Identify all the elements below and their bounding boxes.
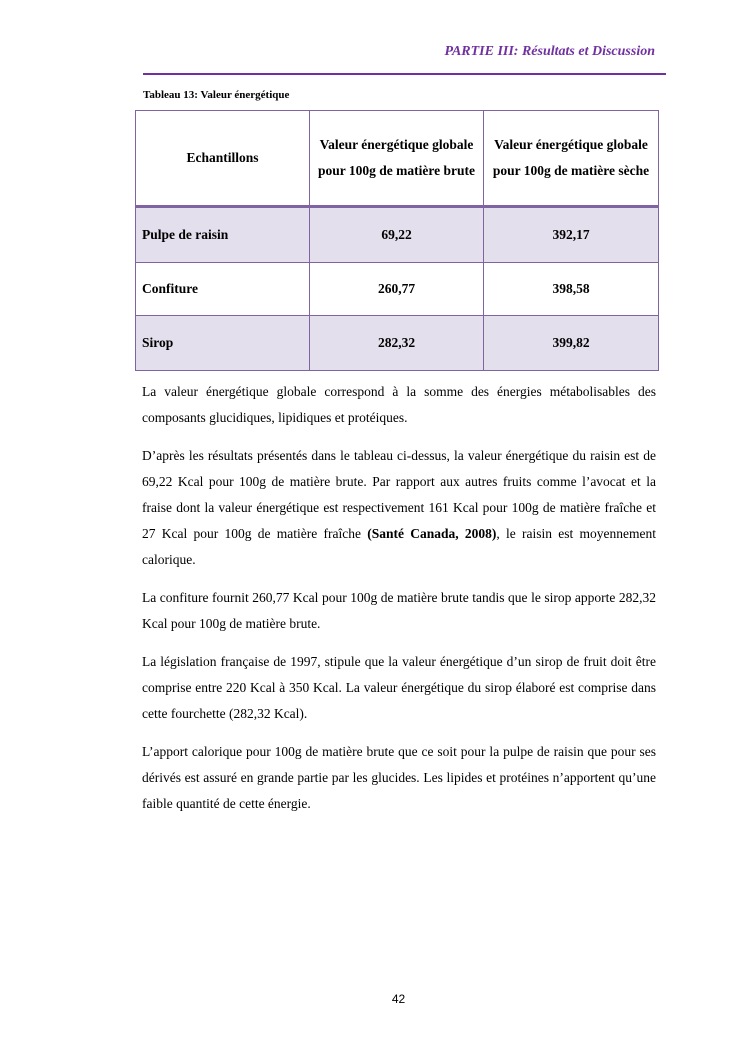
dry-matter-value-cell: 398,58: [484, 263, 659, 316]
table-row: [136, 316, 659, 371]
sample-name-cell: Sirop: [136, 316, 310, 371]
table-caption: Tableau 13: Valeur énergétique: [143, 89, 290, 101]
paragraph-grape-text: D’après les résultats présentés dans le tableau ci-dessus, la valeur énergétique du raisin est de 69,22 Kcal pour 100g de matière brute. Par rapport aux autres fruits comme l’avocat et la fraise dont la valeur énergétique est respectivement 161 Kcal pour 100g de matière fraîche et 27 Kcal pour 100g de matière fraîche: [142, 448, 656, 541]
page-number: 42: [391, 992, 406, 1006]
paragraph-caloric-intake: L’apport calorique pour 100g de matière brute que ce soit pour la pulpe de raisin que pour ses dérivés est assuré en grande partie par les glucides. Les lipides et protéines n’apportent qu’une faible quantité de cette énergie.: [142, 744, 656, 811]
body-text: [142, 379, 656, 829]
sample-name-cell: Pulpe de raisin: [136, 207, 310, 263]
table-row: [136, 207, 659, 263]
paragraph-legislation: La législation française de 1997, stipule que la valeur énergétique d’un sirop de fruit doit être comprise entre 220 Kcal à 350 Kcal. La valeur énergétique du sirop élaboré est comprise dans cette fourchette (282,32 Kcal).: [142, 654, 656, 721]
paragraph-jam-syrup: La confiture fournit 260,77 Kcal pour 100g de matière brute tandis que le sirop apporte 282,32 Kcal pour 100g de matière brute.: [142, 590, 656, 631]
header-title: PARTIE III: Résultats et Discussion: [444, 44, 655, 59]
table-row: [136, 263, 659, 316]
paragraph-grape-conclusion: , le raisin est moyennement calorique.: [142, 526, 656, 567]
raw-matter-value-cell: 69,22: [310, 207, 484, 263]
table-header-row: [136, 111, 659, 207]
raw-matter-value-cell: 282,32: [310, 316, 484, 371]
energy-value-table: [135, 110, 659, 371]
raw-matter-value-cell: 260,77: [310, 263, 484, 316]
column-header-samples: Echantillons: [136, 111, 310, 207]
column-header-raw-matter: Valeur énergétique globale pour 100g de matière brute: [310, 111, 484, 207]
column-header-dry-matter: Valeur énergétique globale pour 100g de matière sèche: [484, 111, 659, 207]
dry-matter-value-cell: 399,82: [484, 316, 659, 371]
citation: (Santé Canada, 2008): [367, 526, 497, 541]
dry-matter-value-cell: 392,17: [484, 207, 659, 263]
sample-name-cell: Confiture: [136, 263, 310, 316]
header-divider: [143, 73, 666, 75]
paragraph-definition: La valeur énergétique globale correspond à la somme des énergies métabolisables des composants glucidiques, lipidiques et protéiques.: [142, 384, 656, 425]
paragraph-grape-comparison: [142, 443, 656, 573]
